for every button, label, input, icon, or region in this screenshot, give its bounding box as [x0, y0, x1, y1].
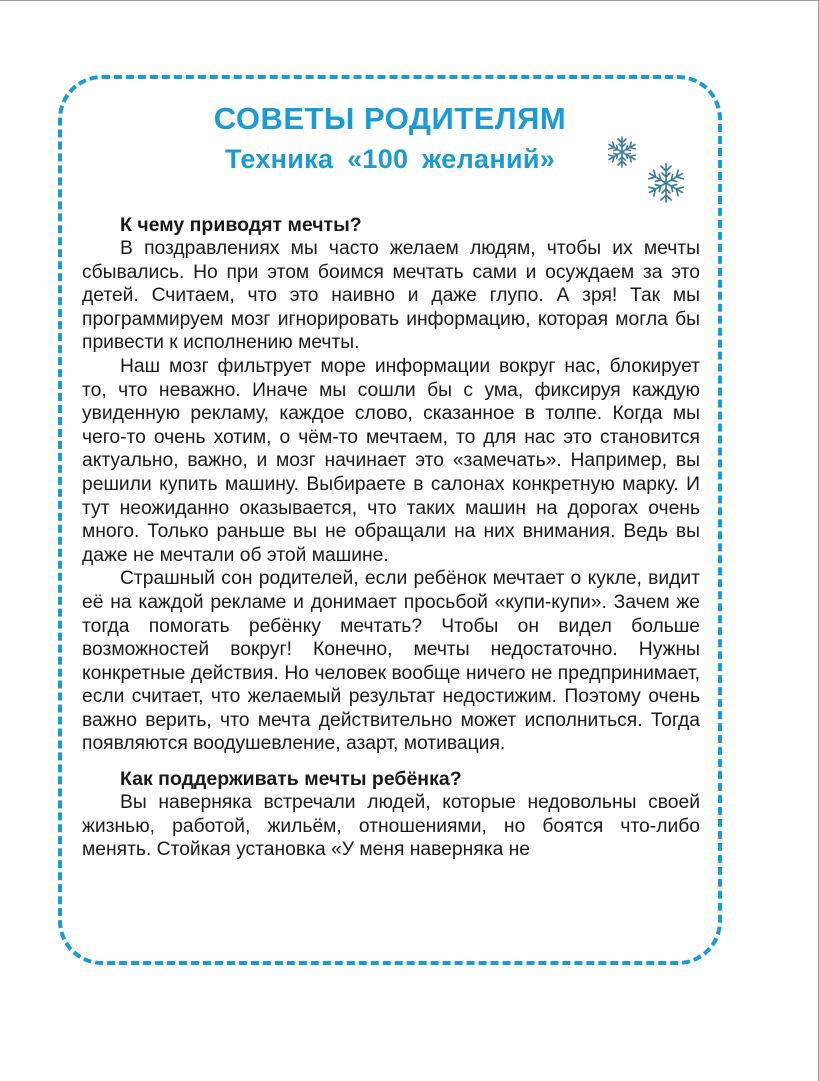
paragraph: Страшный сон родителей, если ребёнок мечтает о кукле, видит её на каждой рекламе и донимает просьбой «купи-купи». Зачем же тогда помогать ребёнку мечтать? Чтобы он видел больше возможностей вокруг! Конечно, мечты недостаточно. Нужны конкретные действия. Но человек вообще ничего не предпринимает, если считает, что желаемый результат недостижим. Поэтому очень важно верить, что мечта действительно может исполниться. Тогда появляются воодушевление, азарт, мотивация.: [82, 568, 700, 755]
page-edge-top: [0, 0, 819, 1]
snowflake-icon: [604, 134, 640, 170]
page-subtitle: Техника «100 желаний»: [224, 144, 556, 174]
page-title: СОВЕТЫ РОДИТЕЛЯМ: [213, 101, 567, 136]
paragraph: Наш мозг фильтрует море информации вокруг нас, блокирует то, что неважно. Иначе мы сошли бы с ума, фиксируя каждую увиденную рекламу, каждое слово, сказанное в толпе. Когда мы чего-то очень хотим, о чём-то мечтаем, то для нас это становится актуально, важно, и мозг начинает это «замечать». Например, вы решили купить машину. Выбираете в салонах конкретную марку. И тут неожиданно оказывается, что таких машин на дорогах очень много. Только раньше вы не обращали на них внимания. Ведь вы даже не мечтали об этой машине.: [82, 355, 700, 566]
paragraph: Вы наверняка встречали людей, которые недовольны своей жизнью, работой, жильём, отношениями, но боятся что-либо менять. Стойкая установка «У меня наверняка не: [82, 792, 700, 861]
article-body: [82, 213, 700, 862]
snowflake-icon: [644, 161, 688, 205]
paragraph: В поздравлениях мы часто желаем людям, чтобы их мечты сбывались. Но при этом боимся мечтать сами и осуждаем за это детей. Считаем, что это наивно и даже глупо. А зря! Так мы программируем мозг игнорировать информацию, которая могла бы привести к исполнению мечты.: [82, 238, 700, 354]
section-heading: Как поддерживать мечты ребёнка?: [120, 768, 462, 791]
section-heading: К чему приводят мечты?: [120, 214, 362, 236]
